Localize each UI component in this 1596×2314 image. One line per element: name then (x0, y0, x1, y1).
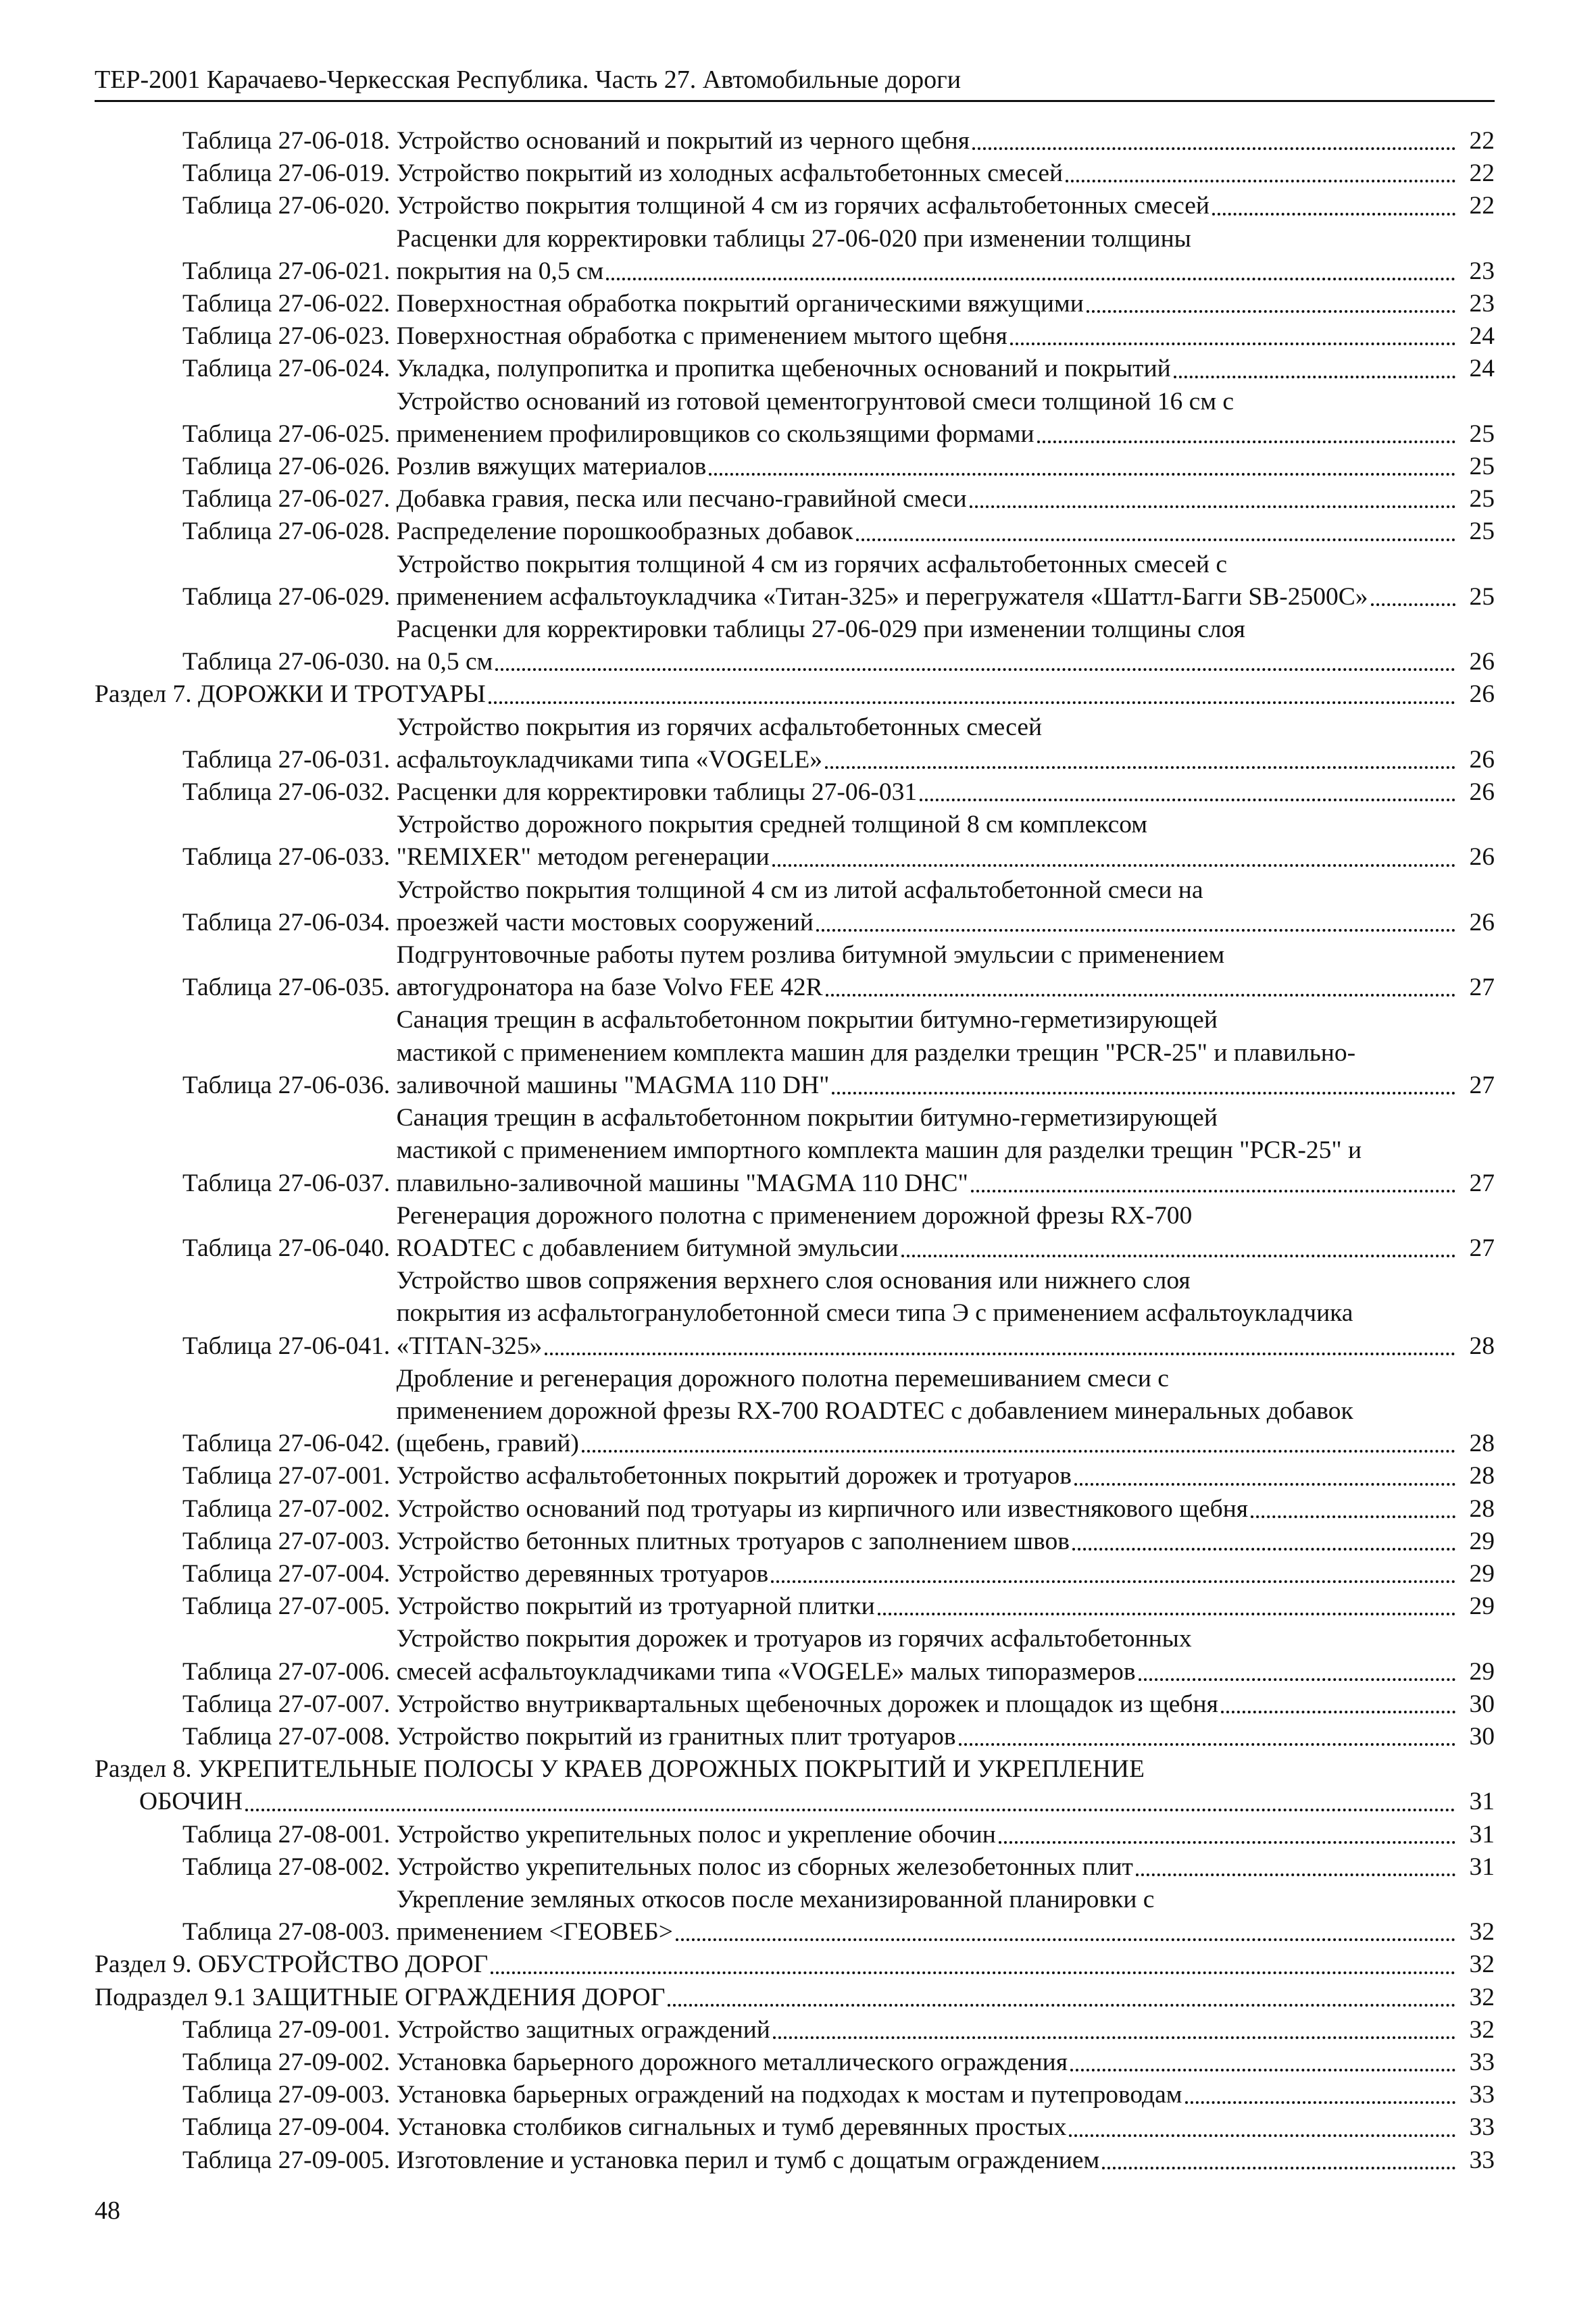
toc-entry-label: Таблица 27-09-003. (182, 2081, 397, 2109)
toc-table-entry (95, 288, 1495, 320)
toc-page-number: 32 (1469, 1983, 1495, 2011)
dot-leader (668, 2004, 1455, 2007)
toc-entry-label: Таблица 27-09-004. (182, 2113, 397, 2142)
toc-page-number: 27 (1469, 1169, 1495, 1197)
toc-entry-text (182, 386, 1460, 451)
dot-leader (582, 1450, 1455, 1453)
toc-entry-text (182, 874, 1460, 939)
toc-entry-line: автогудронатора на базе Volvo FEE 42R (396, 974, 823, 1002)
toc-page-number: 29 (1469, 1592, 1495, 1621)
toc-entry-text (182, 549, 1460, 613)
toc-page-number: 26 (1469, 745, 1495, 774)
toc-entry-text (182, 451, 1460, 483)
toc-entry-line: Раздел 7. ДОРОЖКИ И ТРОТУАРЫ (95, 680, 486, 709)
toc-entry-line: на 0,5 см (396, 648, 493, 676)
toc-table-entry (95, 1558, 1495, 1590)
toc-page-number: 32 (1469, 1918, 1495, 1946)
toc-entry-line: Распределение порошкообразных добавок (396, 518, 853, 546)
toc-entry-line: Санация трещин в асфальтобетонном покрытии битумно-герметизирующей (396, 1104, 1218, 1132)
table-of-contents (95, 125, 1495, 2177)
toc-page-number: 25 (1469, 453, 1495, 481)
toc-table-entry (95, 1688, 1495, 1721)
dot-leader (972, 147, 1455, 150)
dot-leader (489, 701, 1455, 704)
toc-table-entry (95, 515, 1495, 548)
toc-page-number: 28 (1469, 1430, 1495, 1458)
toc-table-entry (95, 1526, 1495, 1558)
toc-entry-line: Устройство покрытия дорожек и тротуаров из горячих асфальтобетонных (396, 1625, 1192, 1653)
dot-leader (771, 1580, 1455, 1583)
dot-leader (856, 538, 1455, 541)
toc-entry-label: Таблица 27-06-040. (182, 1234, 397, 1262)
toc-entry-text (182, 1265, 1460, 1363)
toc-entry-label: Таблица 27-07-007. (182, 1690, 397, 1718)
toc-entry-line: ROADTEC с добавлением битумной эмульсии (396, 1234, 899, 1262)
toc-entry-line: Укладка, полупропитка и пропитка щебеночных оснований и покрытий (396, 355, 1171, 383)
toc-entry-line: применением асфальтоукладчика «Титан-325» и перегружателя «Шаттл-Багги SB-2500C» (396, 582, 1368, 611)
toc-table-entry (95, 711, 1495, 776)
toc-entry-line: Устройство укрепительных полос и укрепление обочин (396, 1820, 996, 1848)
toc-entry-text (182, 613, 1460, 678)
toc-entry-text (182, 1526, 1460, 1558)
toc-entry-text (182, 1590, 1460, 1623)
toc-entry-text (182, 483, 1460, 515)
toc-entry-line: Санация трещин в асфальтобетонном покрытии битумно-герметизирующей (396, 1006, 1218, 1034)
toc-page-number: 27 (1469, 974, 1495, 1002)
toc-entry-line: Устройство оснований под тротуары из кирпичного или известнякового щебня (396, 1494, 1249, 1523)
toc-table-entry (95, 1102, 1495, 1200)
toc-entry-line: Устройство покрытий из гранитных плит тротуаров (396, 1722, 956, 1751)
dot-leader (1010, 343, 1455, 345)
toc-entry-text (182, 1200, 1460, 1265)
toc-page-number: 28 (1469, 1462, 1495, 1490)
toc-entry-line: Изготовление и установка перил и тумб с дощатым ограждением (396, 2146, 1100, 2174)
toc-table-entry (95, 2014, 1495, 2046)
toc-entry-label: Таблица 27-06-032. (182, 778, 397, 807)
dot-leader (1069, 2134, 1455, 2137)
toc-table-entry (95, 1623, 1495, 1688)
toc-entry-label: Таблица 27-06-031. (182, 745, 397, 774)
toc-entry-text (182, 1721, 1460, 1753)
dot-leader (816, 929, 1455, 932)
toc-table-entry (95, 1265, 1495, 1363)
toc-entry-label: Таблица 27-07-003. (182, 1527, 397, 1555)
toc-entry-text (182, 2014, 1460, 2046)
toc-page-number: 26 (1469, 778, 1495, 807)
toc-entry-label: Таблица 27-06-018. (182, 127, 397, 155)
toc-entry-text (182, 1460, 1460, 1492)
toc-entry-text (95, 678, 1460, 711)
toc-entry-label: Таблица 27-07-008. (182, 1722, 397, 1751)
toc-entry-label: Таблица 27-06-022. (182, 290, 397, 318)
toc-page-number: 22 (1469, 192, 1495, 220)
dot-leader (1074, 1483, 1455, 1486)
toc-entry-line: Устройство оснований и покрытий из черного щебня (396, 127, 970, 155)
dot-leader (971, 1190, 1455, 1192)
toc-page-number: 27 (1469, 1071, 1495, 1099)
toc-entry-text (182, 939, 1460, 1004)
dot-leader (1221, 1711, 1455, 1713)
toc-entry-text (182, 223, 1460, 288)
toc-section-entry (95, 1948, 1495, 1981)
dot-leader (959, 1743, 1455, 1746)
dot-leader (676, 1938, 1455, 1941)
toc-entry-line: Устройство швов сопряжения верхнего слоя основания или нижнего слоя (396, 1267, 1191, 1295)
dot-leader (1139, 1678, 1455, 1681)
toc-page-number: 30 (1469, 1690, 1495, 1718)
toc-table-entry (95, 1200, 1495, 1265)
toc-page-number: 33 (1469, 2146, 1495, 2174)
toc-table-entry (95, 2111, 1495, 2144)
toc-entry-text (182, 157, 1460, 190)
toc-page-number: 23 (1469, 257, 1495, 285)
toc-entry-text (182, 2111, 1460, 2144)
toc-entry-label: Таблица 27-06-025. (182, 420, 397, 448)
toc-table-entry (95, 874, 1495, 939)
toc-entry-text (182, 1363, 1460, 1461)
toc-entry-line: (щебень, гравий) (396, 1430, 579, 1458)
toc-entry-line: Устройство покрытия толщиной 4 см из горячих асфальтобетонных смесей с (396, 550, 1227, 578)
toc-entry-label: Таблица 27-06-030. (182, 648, 397, 676)
toc-table-entry (95, 1004, 1495, 1102)
toc-entry-line: "REMIXER" методом регенерации (396, 843, 770, 872)
toc-page-number: 22 (1469, 159, 1495, 188)
toc-entry-line: проезжей части мостовых сооружений (396, 908, 814, 936)
page-number: 48 (95, 2196, 120, 2225)
toc-entry-label: Таблица 27-06-034. (182, 908, 397, 936)
toc-entry-text (182, 1102, 1460, 1200)
toc-entry-line: Устройство защитных ограждений (396, 2015, 770, 2044)
toc-page-number: 26 (1469, 680, 1495, 709)
toc-table-entry (95, 190, 1495, 222)
toc-table-entry (95, 1363, 1495, 1461)
toc-entry-line: Устройство внутриквартальных щебеночных дорожек и площадок из щебня (396, 1690, 1218, 1718)
dot-leader (1251, 1515, 1455, 1518)
toc-entry-label: Таблица 27-08-003. (182, 1918, 397, 1946)
dot-leader (999, 1841, 1455, 1844)
toc-entry-line: Устройство бетонных плитных тротуаров с заполнением швов (396, 1527, 1070, 1555)
toc-entry-line: Установка столбиков сигнальных и тумб деревянных простых (396, 2113, 1067, 2142)
dot-leader (491, 1971, 1455, 1974)
toc-table-entry (95, 549, 1495, 613)
toc-entry-label: Таблица 27-06-033. (182, 843, 397, 872)
toc-page-number: 33 (1469, 2048, 1495, 2076)
toc-page-number: 28 (1469, 1332, 1495, 1360)
toc-table-entry (95, 1493, 1495, 1526)
toc-entry-line: «TITAN-325» (396, 1332, 543, 1360)
toc-entry-label: Таблица 27-06-037. (182, 1169, 397, 1197)
toc-page-number: 30 (1469, 1722, 1495, 1751)
toc-entry-line: применением <ГЕОВЕБ> (396, 1918, 673, 1946)
toc-entry-label: Таблица 27-06-023. (182, 322, 397, 351)
toc-table-entry (95, 776, 1495, 809)
toc-entry-label: Таблица 27-06-020. (182, 192, 397, 220)
toc-page-number: 32 (1469, 1951, 1495, 1979)
toc-entry-label: Таблица 27-06-019. (182, 159, 397, 188)
dot-leader (1102, 2167, 1455, 2169)
toc-entry-line: Установка барьерного дорожного металлического ограждения (396, 2048, 1068, 2076)
dot-leader (545, 1353, 1455, 1355)
toc-entry-text (182, 1884, 1460, 1948)
toc-entry-text (182, 1493, 1460, 1526)
toc-entry-line: Добавка гравия, песка или песчано-гравийной смеси (396, 485, 967, 513)
toc-table-entry (95, 809, 1495, 874)
toc-entry-text (182, 2046, 1460, 2079)
dot-leader (825, 766, 1455, 769)
toc-entry-label: Таблица 27-07-004. (182, 1559, 397, 1588)
toc-page-number: 33 (1469, 2081, 1495, 2109)
toc-entry-line: применением дорожной фрезы RX-700 ROADTEC с добавлением минеральных добавок (396, 1397, 1353, 1425)
toc-page-number: 31 (1469, 1820, 1495, 1848)
toc-page-number: 29 (1469, 1559, 1495, 1588)
toc-page-number: 31 (1469, 1788, 1495, 1816)
toc-entry-line: покрытия на 0,5 см (396, 257, 604, 285)
toc-entry-line: Расценки для корректировки таблицы 27-06-029 при изменении толщины слоя (396, 615, 1245, 644)
toc-table-entry (95, 157, 1495, 190)
toc-entry-line: Подраздел 9.1 ЗАЩИТНЫЕ ОГРАЖДЕНИЯ ДОРОГ (95, 1983, 666, 2011)
toc-entry-line: заливочной машины "MAGMA 110 DH" (396, 1071, 830, 1099)
toc-entry-text (182, 190, 1460, 222)
toc-entry-label: Таблица 27-07-005. (182, 1592, 397, 1621)
toc-entry-line: Устройство покрытий из тротуарной плитки (396, 1592, 875, 1621)
toc-table-entry (95, 451, 1495, 483)
toc-table-entry (95, 1590, 1495, 1623)
toc-page-number: 23 (1469, 290, 1495, 318)
toc-entry-line: Регенерация дорожного полотна с применением дорожной фрезы RX-700 (396, 1201, 1193, 1230)
dot-leader (1072, 1548, 1455, 1551)
toc-entry-line: Устройство деревянных тротуаров (396, 1559, 769, 1588)
dot-leader (1371, 603, 1456, 606)
toc-page-number: 24 (1469, 322, 1495, 351)
toc-table-entry (95, 2079, 1495, 2111)
toc-table-entry (95, 1851, 1495, 1884)
toc-entry-label: Таблица 27-09-001. (182, 2015, 397, 2044)
toc-entry-label: Таблица 27-06-027. (182, 485, 397, 513)
toc-entry-line: Розлив вяжущих материалов (396, 453, 707, 481)
toc-entry-text (182, 1623, 1460, 1688)
dot-leader (1070, 2069, 1455, 2071)
dot-leader (832, 1092, 1455, 1095)
dot-leader (495, 668, 1455, 671)
page-header: ТЕР-2001 Карачаево-Черкесская Республика. Часть 27. Автомобильные дороги (95, 62, 1495, 102)
toc-entry-text (182, 1004, 1460, 1102)
toc-entry-label: Таблица 27-06-041. (182, 1332, 397, 1360)
toc-table-entry (95, 1721, 1495, 1753)
toc-page-number: 26 (1469, 843, 1495, 872)
dot-leader (1066, 180, 1455, 182)
toc-entry-line: Расценки для корректировки таблицы 27-06-020 при изменении толщины (396, 224, 1191, 253)
toc-entry-line: ОБОЧИН (139, 1788, 243, 1816)
toc-entry-line: Устройство укрепительных полос из сборных железобетонных плит (396, 1853, 1133, 1881)
toc-entry-line: Устройство покрытия толщиной 4 см из литой асфальтобетонной смеси на (396, 876, 1203, 904)
toc-page-number: 26 (1469, 648, 1495, 676)
toc-entry-text (182, 1688, 1460, 1721)
toc-page-number: 25 (1469, 518, 1495, 546)
dot-leader (1087, 310, 1455, 313)
toc-table-entry (95, 320, 1495, 353)
toc-entry-text (182, 515, 1460, 548)
dot-leader (709, 473, 1455, 476)
toc-page-number: 28 (1469, 1494, 1495, 1523)
toc-table-entry (95, 2144, 1495, 2177)
dot-leader (1136, 1873, 1455, 1876)
toc-entry-line: Устройство дорожного покрытия средней толщиной 8 см комплексом (396, 811, 1148, 839)
dot-leader (878, 1613, 1455, 1615)
toc-entry-line: Устройство покрытия толщиной 4 см из горячих асфальтобетонных смесей (396, 192, 1210, 220)
toc-entry-label: Таблица 27-06-024. (182, 355, 397, 383)
toc-entry-line: Устройство покрытий из холодных асфальтобетонных смесей (396, 159, 1064, 188)
toc-entry-label: Таблица 27-06-036. (182, 1071, 397, 1099)
dot-leader (245, 1809, 1455, 1811)
toc-entry-label: Таблица 27-07-006. (182, 1657, 397, 1686)
toc-entry-line: Укрепление земляных откосов после механизированной планировки с (396, 1885, 1155, 1913)
toc-page-number: 27 (1469, 1234, 1495, 1262)
toc-section-entry (95, 1753, 1495, 1818)
toc-entry-line: Устройство оснований из готовой цементогрунтовой смеси толщиной 16 см с (396, 387, 1235, 416)
dot-leader (901, 1255, 1455, 1257)
toc-table-entry (95, 223, 1495, 288)
toc-entry-line: Поверхностная обработка покрытий органическими вяжущими (396, 290, 1084, 318)
toc-entry-text (182, 809, 1460, 874)
toc-entry-line: асфальтоукладчиками типа «VOGELE» (396, 745, 823, 774)
dot-leader (1037, 441, 1455, 443)
toc-entry-line: мастикой с применением комплекта машин для разделки трещин "PCR-25" и плавильно- (396, 1038, 1356, 1067)
toc-entry-text (182, 2144, 1460, 2177)
toc-entry-line: Раздел 8. УКРЕПИТЕЛЬНЫЕ ПОЛОСЫ У КРАЕВ ДОРОЖНЫХ ПОКРЫТИЙ И УКРЕПЛЕНИЕ (95, 1755, 1145, 1784)
toc-entry-label: Таблица 27-09-002. (182, 2048, 397, 2076)
toc-entry-label: Таблица 27-06-042. (182, 1430, 397, 1458)
toc-page-number: 24 (1469, 355, 1495, 383)
toc-entry-line: Раздел 9. ОБУСТРОЙСТВО ДОРОГ (95, 1951, 489, 1979)
toc-entry-label: Таблица 27-07-002. (182, 1494, 397, 1523)
toc-table-entry (95, 613, 1495, 678)
toc-entry-text (182, 320, 1460, 353)
toc-table-entry (95, 2046, 1495, 2079)
toc-entry-label: Таблица 27-06-029. (182, 582, 397, 611)
toc-entry-text (95, 1948, 1460, 1981)
toc-table-entry (95, 1819, 1495, 1851)
dot-leader (826, 994, 1455, 997)
toc-page-number: 29 (1469, 1527, 1495, 1555)
dot-leader (920, 799, 1455, 801)
toc-entry-line: плавильно-заливочной машины "MAGMA 110 DHC" (396, 1169, 968, 1197)
toc-entry-text (182, 1558, 1460, 1590)
dot-leader (606, 278, 1455, 280)
toc-entry-line: Поверхностная обработка с применением мытого щебня (396, 322, 1007, 351)
toc-table-entry (95, 125, 1495, 157)
toc-entry-line: смесей асфальтоукладчиками типа «VOGELE» малых типоразмеров (396, 1657, 1136, 1686)
toc-entry-line: применением профилировщиков со скользящими формами (396, 420, 1034, 448)
toc-entry-line: Устройство покрытия из горячих асфальтобетонных смесей (396, 713, 1043, 741)
toc-entry-line: Дробление и регенерация дорожного полотна перемешиванием смеси с (396, 1364, 1169, 1392)
toc-entry-text (95, 1982, 1460, 2014)
toc-entry-label: Таблица 27-08-002. (182, 1853, 397, 1881)
toc-entry-line: мастикой с применением импортного комплекта машин для разделки трещин "PCR-25" и (396, 1136, 1362, 1165)
toc-entry-text (182, 2079, 1460, 2111)
dot-leader (970, 505, 1455, 508)
toc-entry-label: Таблица 27-06-035. (182, 974, 397, 1002)
toc-page-number: 32 (1469, 2015, 1495, 2044)
toc-table-entry (95, 939, 1495, 1004)
toc-entry-text (182, 776, 1460, 809)
toc-page-number: 22 (1469, 127, 1495, 155)
toc-entry-line: Подгрунтовочные работы путем розлива битумной эмульсии с применением (396, 941, 1225, 970)
toc-table-entry (95, 386, 1495, 451)
toc-section-entry (95, 1982, 1495, 2014)
toc-entry-label: Таблица 27-06-028. (182, 518, 397, 546)
toc-entry-label: Таблица 27-09-005. (182, 2146, 397, 2174)
toc-entry-line: Устройство асфальтобетонных покрытий дорожек и тротуаров (396, 1462, 1072, 1490)
toc-entry-text (182, 1851, 1460, 1884)
toc-page-number: 31 (1469, 1853, 1495, 1881)
toc-page-number: 25 (1469, 485, 1495, 513)
toc-table-entry (95, 1460, 1495, 1492)
dot-leader (1212, 213, 1455, 216)
toc-page-number: 29 (1469, 1657, 1495, 1686)
toc-entry-label: Таблица 27-06-021. (182, 257, 397, 285)
toc-entry-line: Расценки для корректировки таблицы 27-06-031 (396, 778, 918, 807)
toc-entry-text (95, 1753, 1460, 1818)
toc-entry-text (182, 288, 1460, 320)
dot-leader (772, 864, 1455, 867)
toc-page-number: 25 (1469, 582, 1495, 611)
toc-entry-line: Установка барьерных ограждений на подходах к мостам и путепроводам (396, 2081, 1182, 2109)
dot-leader (773, 2036, 1455, 2039)
toc-entry-label: Таблица 27-07-001. (182, 1462, 397, 1490)
toc-entry-line: покрытия из асфальтогранулобетонной смеси типа Э с применением асфальтоукладчика (396, 1299, 1353, 1328)
toc-page-number: 25 (1469, 420, 1495, 448)
toc-entry-label: Таблица 27-06-026. (182, 453, 397, 481)
toc-table-entry (95, 1884, 1495, 1948)
toc-table-entry (95, 483, 1495, 515)
dot-leader (1174, 376, 1455, 378)
toc-entry-text (182, 711, 1460, 776)
toc-entry-text (182, 1819, 1460, 1851)
toc-page-number: 26 (1469, 908, 1495, 936)
toc-table-entry (95, 353, 1495, 385)
toc-entry-text (182, 353, 1460, 385)
toc-entry-text (182, 125, 1460, 157)
toc-entry-label: Таблица 27-08-001. (182, 1820, 397, 1848)
dot-leader (1185, 2101, 1455, 2104)
toc-page-number: 33 (1469, 2113, 1495, 2142)
toc-section-entry (95, 678, 1495, 711)
